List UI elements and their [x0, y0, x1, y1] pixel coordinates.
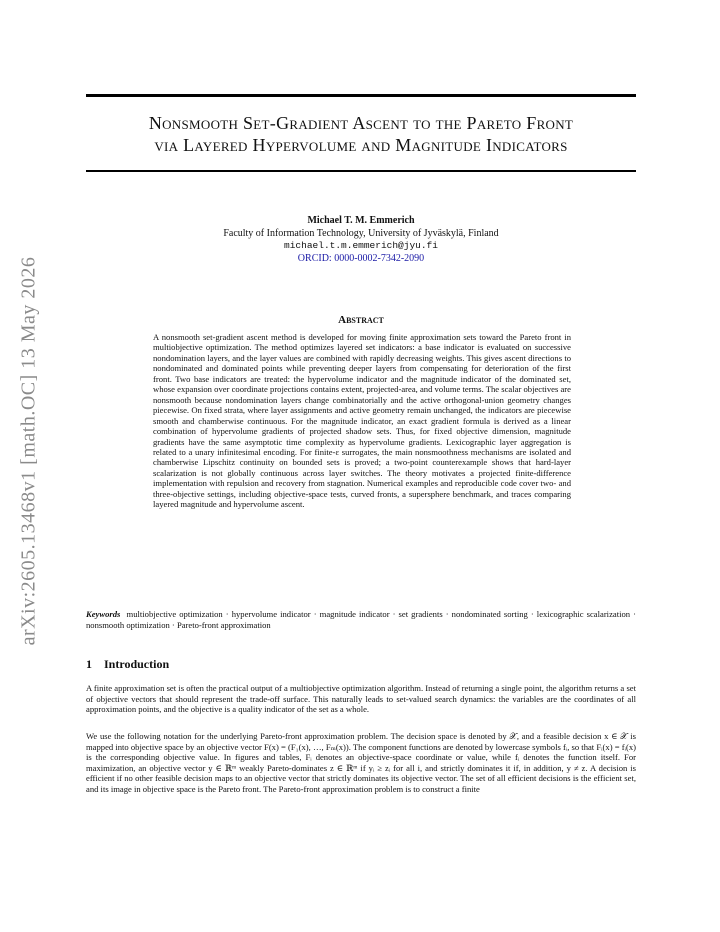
title-line-1: Nonsmooth Set-Gradient Ascent to the Pareto Front: [148, 113, 574, 133]
section-title: Introduction: [104, 657, 170, 671]
keywords-label: Keywords: [86, 609, 121, 619]
author-orcid-link[interactable]: ORCID: 0000-0002-7342-2090: [297, 252, 425, 264]
title-rule-bottom: [86, 170, 636, 172]
intro-paragraph-1: A finite approximation set is often the practical output of a multiobjective optimization algorithm. Instead of returning a single point, the algorithm returns a set of objective vectors that should represent the trade-off surface. This naturally leads to set-valued search dynamics: the variables are the coordinates of all approximation points, and the objective is a quality indicator of the set as a whole.: [86, 683, 636, 714]
title-rule-top: [86, 94, 636, 97]
intro-paragraph-2: We use the following notation for the underlying Pareto-front approximation problem. The decision space is denoted by 𝒳, and a feasible decision x ∈ 𝒳 is mapped into objective space by an objective vector F(x) = (F₁(x), …, Fₘ(x)). The component functions are denoted by lowercase symbols fᵢ, so that Fᵢ(x) = fᵢ(x) is the corresponding objective value. In figures and tables, Fᵢ denotes an objective-space coordinate or value, while fᵢ denotes the function itself. For maximization, an objective vector y ∈ ℝᵐ weakly Pareto-dominates z ∈ ℝᵐ if yᵢ ≥ zᵢ for all i, and strictly dominates it if, in addition, y ≠ z. A decision is efficient if no other feasible decision maps to an objective vector that strictly dominates its objective vector. The set of all efficient decisions is the efficient set, and its image in objective space is the Pareto front. The Pareto-front approximation problem is to construct a finite: [86, 731, 636, 794]
section-heading-introduction: [86, 657, 636, 672]
keywords-block: [86, 609, 636, 630]
author-email[interactable]: michael.t.m.emmerich@jyu.fi: [284, 240, 438, 251]
arxiv-identifier: arXiv:2605.13468v1 [math.OC] 13 May 2026: [17, 256, 40, 646]
abstract-heading: Abstract: [338, 314, 384, 326]
abstract-body: A nonsmooth set-gradient ascent method is developed for moving finite approximation sets toward the Pareto front in multiobjective optimization. The method optimizes layered set indicators: a base indicator is evaluated on successive nondomination layers, and the layer values are combined with rapidly decreasing weights. This gives ascent directions to nondominated and dominated points while preventing deeper layers from compensating for deterioration of the first front. Two base indicators are treated: the hypervolume indicator and the magnitude indicator of the dominated set, whose expansion over coordinate projections contains extent, projected-area, and volume terms. The scalar objectives are nonsmooth because nondomination layers change combinatorially and the active orthogonal-union geometry changes piecewise. On fixed strata, where layer assignments and active geometry remain unchanged, the indicators are piecewise smooth and chamberwise continuous. For the magnitude indicator, an exact gradient formula is derived as a linear combination of hypervolume gradients of projected shadow sets. Thus, for fixed objective dimension, magnitude gradients have the same asymptotic time complexity as hypervolume gradients. Lexicographic layer aggregation is related to a unary infinitesimal encoding. For finite-ε surrogates, the main nonsmoothness mechanisms are isolated and chamberwise Lipschitz continuity on bounded sets is proved; a two-point counterexample shows that hard-layer scalarization is not globally continuous across layer switches. The theory motivates a projected finite-difference implementation with repulsion and recovery from stagnation. Numerical examples and reproducible code cover two- and three-objective settings, including objective-space tests, curved fronts, a supersphere benchmark, and traces comparing layered magnitude and hypervolume ascent.: [153, 332, 571, 510]
paper-title: [86, 112, 636, 156]
author-block: [86, 215, 636, 265]
keywords-list: multiobjective optimization · hypervolume indicator · magnitude indicator · set gradients · nondominated sorting · lexicographic scalarization · nonsmooth optimization · Pareto-front approximation: [86, 609, 636, 630]
title-line-2: via Layered Hypervolume and Magnitude Indicators: [154, 135, 568, 155]
section-number: 1: [86, 657, 92, 671]
author-affiliation: Faculty of Information Technology, University of Jyväskylä, Finland: [223, 227, 499, 239]
arxiv-side-stamp: [16, 240, 42, 662]
author-name: Michael T. M. Emmerich: [307, 215, 415, 226]
